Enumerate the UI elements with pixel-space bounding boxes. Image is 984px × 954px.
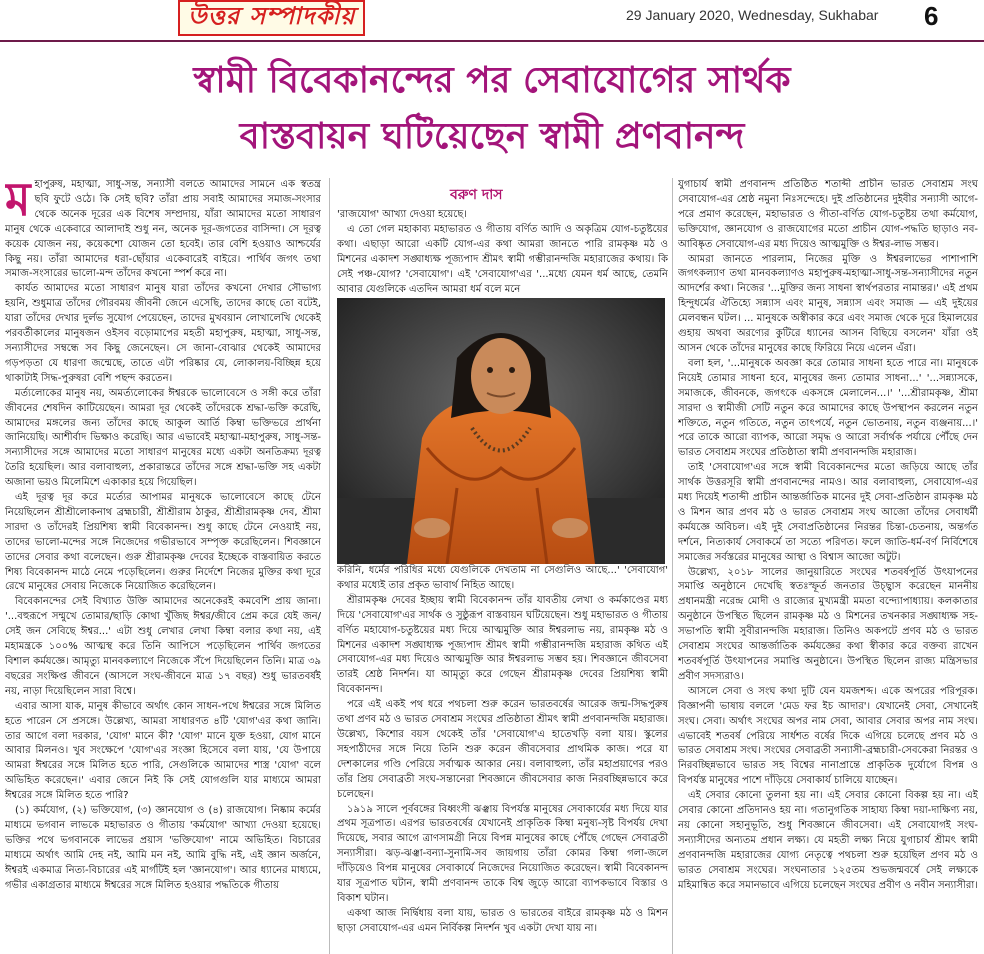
paragraph: এ তো গেল মহাকাব্য মহাভারত ও গীতায় বর্ণিত আদি ও অকৃত্রিম যোগ-চতুষ্টয়ের কথা। এছাড়া আরো একটি যোগ-এর কথা আমরা জানতে পারি রামকৃষ্ণ মঠ ও মিশনের একাদশ সঙ্ঘাধ্যক্ষ পূজ্যপাদ শ্রীমৎ স্বামী গম্ভীরানন্দজি মহারাজের কথায়। কি সেই পঞ্চ-যোগ? 'সেবাযোগ'। এই 'সেবাযোগ'এর '...মধ্যে যেমন ধর্ম আছে, তেমনি আবার যেগুলিকে এতদিন আমরা ধর্ম বলে মনে [337,223,668,295]
article-column-1 [5,178,321,954]
masthead-rule [0,40,984,42]
paragraph: এই সেবার কোনো তুলনা হয় না। এই সেবার কোনো বিকল্প হয় না। এই সেবার কোনো প্রতিদানও হয় না। গতানুগতিক সাহায্য কিম্বা দয়া-দাক্ষিণ্য নয়, নয় কোনো সহানুভূতি, শুধু শিবজ্ঞানে জীবসেবা। এই সেবাযোগই সংঘ-সন্যাসীদের অন্যতম প্রধান লক্ষ্য। যে মহতী লক্ষ্য নিয়ে যুগাচার্য শ্রীমৎ স্বামী প্রণবানন্দজি মহারাজের যোগ্য নেতৃত্বে পথচলা শুরু হয়েছিল প্রণব মঠ ও ভারত সেবাশ্রম সংঘের। সংঘনাতার ১২৫তম শুভজন্মবর্ষে সেই লক্ষ্যকে মহিমান্বিত করে সমানভাবে এগিয়ে চলেছেন সংঘের প্রবীণ ও নবীন সন্যাসীরা। [678,790,978,891]
paragraph: পরে এই একই পথ ধরে পথচলা শুরু করেন ভারতবর্ষের আরেক জন্ম-সিদ্ধপুরুষ তথা প্রণব মঠ ও ভারত সেবাশ্রম সংঘের প্রতিষ্ঠাতা শ্রীমৎ স্বামী প্রণবানন্দজি মহারাজ। উল্লেখ্য, কিশোর বয়স থেকেই তাঁর 'সেবাযোগ'এ হাতেখড়ি বলা যায়। স্কুলের সহপাঠীদের সঙ্গে নিয়ে তিনি শুরু করেন জীবসেবার প্রাথমিক কাজ। পরে যা দেশকালের গণ্ডি পেরিয়ে সর্বাত্মক আকার নেয়। বলাবাহুল্য, তাঁর মহাপ্রয়াণের পরও তাঁর প্রিয় সেবাব্রতী সংঘ-সন্তানেরা শিবজ্ঞানে জীবসেবার কাজ নিরবচ্ছিন্নভাবে করে চলেছেন। [337,699,668,800]
column-divider [329,178,330,954]
headline-line-1: স্বামী বিবেকানন্দের পর সেবাযোগের সার্থক [193,59,791,101]
paragraph: (১) কর্মযোগ, (২) ভক্তিযোগ, (৩) জ্ঞানযোগ ও (৪) রাজযোগ। নিষ্কাম কর্মের মাধ্যমে ভগবান লাভকে মহাভারত ও গীতায় 'কর্মযোগ' আখ্যা দেওয়া হয়েছে। ভক্তির পথে ভগবানকে লাভের প্রয়াস 'ভক্তিযোগ' নামে অভিহিত। বিচারের মাধ্যমে অর্থাৎ আমি দেহ নই, আমি মন নই, আমি বুদ্ধি নই, এই জ্ঞান অর্জনে, ঈশ্বরই একমাত্র নিত্য-বিচারের এই মার্গটিই হল 'জ্ঞানযোগ'। আর ধ্যানের মাধ্যমে, গভীর একাগ্রতার মাধ্যমে ঈশ্বরের সঙ্গে মিলিত হওয়ার পদ্ধতিকে গীতায় [5,805,321,891]
monk-portrait-illustration [337,298,665,564]
paragraph: শ্রীরামকৃষ্ণ দেবের ইচ্ছায় স্বামী বিবেকানন্দ তাঁর যাবতীয় লেখা ও কর্মকাণ্ডের মধ্য দিয়ে 'সেবাযোগ'এর সার্থক ও সুষ্ঠুরূপ বাস্তবায়ন ঘটিয়েছেন। শুধু মহাভারত ও গীতায় বর্ণিত মহাযোগ-চতুষ্টয়ের মধ্য দিয়ে আত্মমুক্তি আর ঈশ্বরলাভ নয়, রামকৃষ্ণ মঠ ও মিশনের একাদশ সঙ্ঘাধ্যক্ষ পূজ্যপাদ শ্রীমৎ স্বামী গম্ভীরানন্দজি মহারাজ কথিত এই সেবাযোগ-এর মধ্য দিয়েও আত্মমুক্তি আর ঈশ্বরলাভ সম্ভব হয়। শিবজ্ঞানে জীবসেবা তারই শ্রেষ্ঠ নিদর্শন। যা আমৃত্যু করে গেছেন শ্রীরামকৃষ্ণ দেবের প্রিয়শিষ্য স্বামী বিবেকানন্দ। [337,594,668,696]
paragraph: আসলে সেবা ও সংঘ কথা দুটি যেন যমজশব্দ। একে অপরের পরিপূরক। বিজ্ঞাপনী ভাষায় বললে 'মেড ফর ইচ আদার'। যেখানেই সেবা, সেখানেই সংঘ। সেবা। অর্থাৎ সংঘের অপর নাম সেবা, আবার সেবার অপর নাম সংঘ। এভাবেই শতবর্ষ পেরিয়ে সার্ধশত বর্ষের দিকে এগিয়ে চলেছে প্রণব মঠ ও ভারত সেবাশ্রম সংঘ। সংঘের সেবাব্রতী সন্যাসী-ব্রহ্মচারী-সেবকেরা নিরন্তর ও নিরবচ্ছিন্নভাবে ভারত সহ বিশ্বের নানাপ্রান্তে প্রাকৃতিক দুর্যোগে বিপন্ন ও বিপর্যস্ত মানুষের পাশে দাঁড়িয়ে সেবাকার্য চালিয়ে যাচ্ছেন। [678,685,978,787]
page-number: 6 [924,1,939,31]
paragraph: তাই 'সেবাযোগ'এর সঙ্গে স্বামী বিবেকানন্দের মতো জড়িয়ে আছে তাঁর সার্থক উত্তরসূরি স্বামী প্রণবানন্দের নামও। আর বলাবাহুল্য, সেবাযোগ-এর মধ্য দিয়েই শতাব্দী প্রাচীন আন্তর্জাতিক মানের দুই সেবা-প্রতিষ্ঠান রামকৃষ্ণ মঠ ও মিশন আর প্রণব মঠ ও ভারত সেবাশ্রম সংঘ আজো তাঁদের সেবাধর্মী কর্মযজ্ঞে অবিচল। এই দুই সেবাপ্রতিষ্ঠানের নিরন্তর চিন্তা-চেতনায়, অন্তর্গত দর্শনে, নিত্যকার্য সেবাকর্মে তা সত্যে পরিণত। ফলে জাতি-ধর্ম-বর্ণ নির্বিশেষে সমাজের সর্বস্তরের মানুষের আস্থা ও বিশ্বাস আজো অটুট। [678,462,978,563]
headline-line-2: বাস্তবায়ন ঘটিয়েছেন স্বামী প্রণবানন্দ [239,115,745,157]
article-column-2-bottom [337,564,668,954]
paragraph: বিবেকানন্দের সেই বিখ্যাত উক্তি আমাদের অনেকেরই কমবেশি প্রায় জানা। '...বহুরূপে সম্মুখে তোমার/ছাড়ি কোথা খুঁজিছ ঈশ্বর/জীবে প্রেম করে যেই জন/সেই জন সেবিছে ঈশ্বর...' এটা শুধু লেখার লেখা কিম্বা বলার কথা নয়, এই মহামন্ত্রকে ১০০% আত্মস্থ করে তিনি আপিসে পড়েছিলেন পার্থিব জগতের বিশাল কর্মযজ্ঞে। আমৃত্যু মানবকল্যাণে নিজেকে সঁপে দিয়েছিলেন তিনি। মাত্র ৩৯ বছরের সংক্ষিপ্ত জীবনে (আসলে সংঘ-জীবনে মাত্র ১৭ বছর) শুধু ভারতবর্ষই নয়, নাড়া দিয়েছিলেন সারা বিশ্বে। [5,596,321,697]
article-column-2-top [337,208,668,298]
paragraph: 'রাজযোগ' আখ্যা দেওয়া হয়েছে। [337,209,467,220]
paragraph: এই দূরত্ব দূর করে মর্ত্যের আপামর মানুষকে ভালোবেসে কাছে টেনে নিয়েছিলেন শ্রীশ্রীলোকনাথ ব্রহ্মচারী, শ্রীশ্রীরাম ঠাকুর, শ্রীশ্রীরামকৃষ্ণ দেব, শ্রীমা সারদা ও তাঁদেরই প্রিয়শিষ্য স্বামী বিবেকানন্দ। শুধু কাছে টেনে নেওয়াই নয়, তাদের ভালো-মন্দের সঙ্গে নিজেদের গভীরভাবে সম্পৃক্ত করেছিলেন। শিবজ্ঞানে তাদের সেবার কথা বলেছেন। গুরু শ্রীরামকৃষ্ণ দেবের ইচ্ছেকে বাস্তবায়িত করতে শিষ্য বিবেকানন্দ মাঠে নেমে পড়েছিলেন। গুরুর নির্দেশে নিজের মুক্তির কথা দূরে রেখে মানুষের সেবায় নিজেকে নিয়োজিত করেছিলেন। [5,492,321,593]
paragraph: ১৯১৯ সালে পূর্ববঙ্গের বিধ্বংসী ঝঞ্ঝায় বিপর্যস্ত মানুষের সেবাকার্যের মধ্য দিয়ে যার প্রথম সূত্রপাত। এরপর ভারতবর্ষের যেখানেই প্রাকৃতিক কিম্বা মনুষ্য-সৃষ্ট বিপর্যয় দেখা দিয়েছে, সবার আগে ত্রাণসামগ্রী নিয়ে বিপন্ন মানুষের কাছে পৌঁছে গেছেন সেবাব্রতী সন্যাসীরা। ঝড়-ঝঞ্ঝা-বন্যা-সুনামি-সব জায়গায় তাঁরা কোমর কিম্বা গলা-জলে দাঁড়িয়েও বিপন্ন মানুষের সেবাকার্যে নিজেদের নিয়োজিত করেছেন। স্বামী বিবেকানন্দ যার সূত্রপাত ঘটান, স্বামী প্রণবানন্দ তাকে বিশ্ব জুড়ে আরো ব্যাপকভাবে বিস্তার ও বিকাশ ঘটান। [337,803,668,904]
paragraph: বলা হল, '...মানুষকে অবজ্ঞা করে তোমার সাধনা হতে পারে না। মানুষকে নিয়েই তোমার সাধনা হবে, মানুষের জন্য তোমার সাধনা...' '...সন্ন্যাসকে, সমাজকে, জীবনকে, জগৎকে একসঙ্গে মেলালেন...।' '...শ্রীরামকৃষ্ণ, শ্রীমা সারদা ও স্বামীজী সেটি নতুন করে আমাদের কাছে উপস্থাপন করলেন নতুন শক্তিতে, নতুন গতিতে, নতুন তাৎপর্যে, নতুন ভোতনায়, নতুন ব্যঞ্জনায়...।' পরে তাকে আরো ব্যাপক, আরো সমৃদ্ধ ও আরো সর্বার্থক পর্যায়ে পৌঁছে দেন ভারত সেবাশ্রম সংঘের প্রতিষ্ঠাতা স্বামী প্রণবানন্দজি মহারাজ। [678,357,978,459]
masthead [0,0,984,40]
drop-cap: ম [5,178,31,226]
paragraph: এবার আসা যাক, মানুষ কীভাবে অর্থাৎ কোন সাধন-পথে ঈশ্বরের সঙ্গে মিলিত হতে পারেন সে প্রসঙ্গে। উল্লেখ্য, আমরা সাধারণত ৪টি 'যোগ'এর কথা জানি। তার আগে বলা দরকার, 'যোগ' মানে কী? 'যোগ' মানে যুক্ত হওয়া, যোগ মানে আবার মিলনও। খুব সংক্ষেপে 'যোগ'এর সংজ্ঞা হিসেবে বলা যায়, 'যে উপায়ে আমরা ঈশ্বরের সঙ্গে মিলিত হতে পারি, সেগুলিকে আমাদের শাস্ত্র 'যোগ' বলে অভিহিত করেছেন।' এবার জেনে নিই কি সেই যোগগুলি যার মাধ্যমে আমরা ঈশ্বরের সঙ্গে মিলিত হতে পারি? [5,700,321,802]
paragraph: মর্ত্যলোকের মানুষ নয়, অমর্ত্যলোকের ঈশ্বরকে ভালোবেসে ও সঙ্গী করে তাঁরা জীবনের শেষদিন কাটিয়েছেন। আমরা দূর থেকেই তাঁদেরকে শ্রদ্ধা-ভক্তি করেছি, আমাদের মঙ্গলের জন্য তাঁদের কাছে আকুল আর্তি কিম্বা ভক্তিভরে প্রার্থনা জানিয়েছি। আশীর্বাদ ভিক্ষাও করেছি। আর এভাবেই মহাত্মা-মহাপুরুষ, সাধু-সন্ত-সন্যাসীদের সঙ্গে আমাদের মতো সাধারণ মানুষের মধ্যে একটা অনতিক্রম্য দূরত্ব তৈরি হয়েছিল। আর বলাবাহুল্য, প্রকারান্তরে তাঁদের সঙ্গে শ্রদ্ধা-ভক্তি সহ একটা অজানা ভয়ও মিলেমিশে একাকার হয়ে গিয়েছিল। [5,387,321,489]
article-column-3 [678,178,978,954]
dateline: 29 January 2020, Wednesday, Sukhabar [626,7,879,23]
section-logo: উত্তর সম্পাদকীয় [178,0,365,36]
paragraph: করিনি, ধর্মের পরিধির মধ্যে যেগুলিকে দেখতাম না সেগুলিও আছে...' 'সেবাযোগ' কথার মধ্যেই তার প্রকৃত ভাবার্থ নিহিত আছে। [337,565,668,591]
monk-portrait-photo [337,298,665,564]
headline [20,52,964,164]
paragraph: কার্যত আমাদের মতো সাধারণ মানুষ যারা তাঁদের কখনো দেখার সৌভাগ্য হয়নি, শুধুমাত্র তাঁদের গৌরবময় জীবনী জেনে এসেছি, তাদের কাছে তো বটেই, যারা তাঁদের দেখার দুর্লভ সুযোগ পেয়েছেন, তাদের মুখবয়ান লোখালেখি থেকেই পরবর্তীকালের মানুষজন ওইসব বড়োমাপের মহতী মহাপুরুষ, মহাত্মা, সাধু-সন্ত, সন্যাসীদের সম্বন্ধে সব কিছু জেনেছেন। সে জানা-বোঝার থেকেই আমাদের গড়পড়তা যে ধারণা জন্মেছে, তাতে এটা পরিষ্কার যে, লোকালয়-বিচ্ছিন্ন হয়ে থাকাটাই সিদ্ধ-পুরুষরা বেশি পছন্দ করতেন। [5,283,321,384]
column-divider [672,178,673,954]
paragraph: যুগাচার্য স্বামী প্রণবানন্দ প্রতিষ্ঠিত শতাব্দী প্রাচীন ভারত সেবাশ্রম সংঘ সেবাযোগ-এর শ্রেষ্ঠ নমুনা নিঃসন্দেহে। দুই প্রতিষ্ঠানের দুইবীর সন্যাসী আগে-পরে প্রমাণ করেছেন, মহাভারত ও গীতা-বর্ণিত যোগ-চতুষ্টয় তথা কর্মযোগ, ভক্তিযোগ, জ্ঞানযোগ ও রাজযোগের মতো প্রাচীন যোগ-পদ্ধতি ছাড়াও নব-আবিষ্কৃত সেবাযোগ-এর মধ্য দিয়েও আত্মমুক্তি ও ঈশ্বর-লাভ সম্ভব। [678,179,978,250]
paragraph: একথা আজ নির্দ্বিধায় বলা যায়, ভারত ও ভারতের বাইরে রামকৃষ্ণ মঠ ও মিশন ছাড়া সেবাযোগ-এর এমন নির্বিকল্প নিদর্শন খুব একটা দেখা যায় না। [337,907,668,934]
byline: বরুণ দাস [450,187,503,203]
paragraph: উল্লেখ্য, ২০১৮ সালের জানুয়ারিতে সংঘের শতবর্ষপূর্তি উৎযাপনের সমাপ্তি অনুষ্ঠানে দেখেছি স্বতঃস্ফূর্ত জনতার উচ্ছ্বাস করেছেন মাননীয় প্রধানমন্ত্রী নরেন্দ্র মোদী ও রাজ্যের মুখ্যমন্ত্রী মমতা বন্দ্যোপাধ্যায়। কলকাতার অনুষ্ঠানে উপস্থিত ছিলেন রামকৃষ্ণ মঠ ও মিশনের তখনকার সঙ্ঘাধ্যক্ষ সহ-সভাপতি স্বামী সুবীরানন্দজি মহারাজ। তিনিও অকপটে প্রণব মঠ ও ভারত সেবাশ্রম সংঘের আন্তর্জাতিক কর্মযজ্ঞের কথা স্বীকার করে বক্তব্য রাখেন শতবর্ষপূর্তি উৎযাপনের সমাপ্তি অনুষ্ঠানে। উপস্থিত ছিলেন রাজ্য মন্ত্রিসভার প্রবীণ সদস্যরাও। [678,566,978,682]
paragraph: হাপুরুষ, মহাত্মা, সাধু-সন্ত, সন্যাসী বলতে আমাদের সামনে এক স্বতন্ত্র ছবি ফুটে ওঠে। কি সেই ছবি? তাঁরা প্রায় সবাই আমাদের সমাজ-সংসার থেকে অনেক দূরের এক বিশেষ সম্প্রদায়, যাঁরা আমাদের মতো সাধারণ মানুষ থেকে একেবারে আলাদাই শুধু নন, অনেক দূর-জগতের বাসিন্দা। সে দূরত্ব কয়েক যোজন নয়, কয়েকশো যোজন তো হবেই। তার বেশি হওয়াও আশ্চর্যের কিছু নয়। তাঁরা আমাদের ধরা-ছোঁয়ার একেবারেই বাইরে। পার্থিব জগৎ তথা সমাজ-সংসারের ভালো-মন্দ তাঁদের কখনো স্পর্শ করে না। [5,179,321,280]
paragraph: আমরা জানতে পারলাম, নিজের মুক্তি ও ঈশ্বরলাভের পাশাপাশি জগৎকল্যাণ তথা মানবকল্যাণও মহাপুরুষ-মহাত্মা-সাধু-সন্ত-সন্যাসীদের নতুন আদর্শের কথা। নিজের '...মুক্তির জন্য সাধনা স্বার্থপরতার নামান্তর।' এই প্রথম হিন্দুধর্মের ঐতিহ্যে সন্ন্যাস এবং মানুষ, সন্ন্যাস এবং সমাজ — এই দুইয়ের মেলবন্ধন ঘটল। ... মানুষকে অস্বীকার করে এবং সমাজ থেকে দূরে হিমালয়ের গুহায় অথবা অরণ্যের কুটিরে ধ্যানের আসন বিছিয়ে বসলেন' যাঁরা ওই আসন থেকে তাঁদের মানুষের কাছে ফিরিয়ে নিয়ে এলেন এঁরা। [678,253,978,354]
